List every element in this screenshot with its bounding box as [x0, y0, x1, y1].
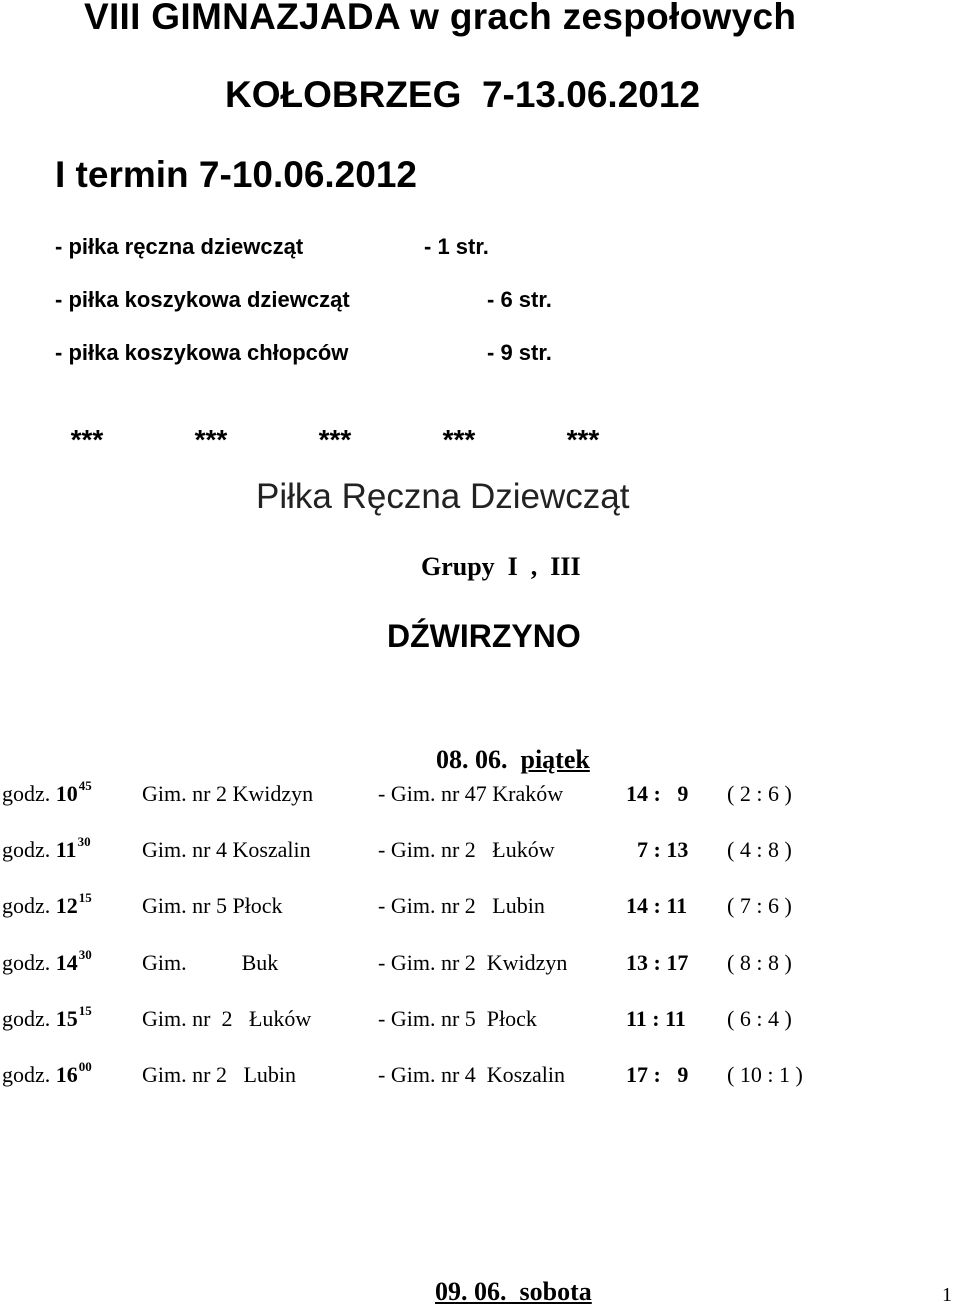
match-points: ( 4 : 8 )	[727, 837, 792, 862]
match-team-away: - Gim. nr 2 Lubin	[378, 893, 545, 918]
star-separator	[55, 392, 691, 456]
match-score: 14 : 11	[626, 893, 688, 918]
groups-label: Grupy I , III	[421, 552, 581, 581]
match-score: 11 : 11	[626, 1006, 686, 1031]
match-row	[0, 1059, 960, 1102]
toc-item-page: - 1 str.	[424, 234, 489, 259]
match-time: godz. $11^{30}$	[2, 834, 91, 862]
star-group: ***	[442, 424, 476, 455]
match-team-home: Gim. Buk	[142, 950, 279, 975]
match-team-home: Gim. nr 2 Lubin	[142, 1062, 296, 1087]
match-row	[0, 890, 960, 933]
match-time: godz. $14^{30}$	[2, 947, 92, 975]
day-date: 08. 06.	[436, 745, 508, 774]
match-time: godz. $16^{00}$	[2, 1059, 92, 1087]
star-group: ***	[318, 424, 352, 455]
match-points: ( 8 : 8 )	[727, 950, 792, 975]
match-score: 13 : 17	[626, 950, 689, 975]
match-team-away: - Gim. nr 2 Kwidzyn	[378, 950, 568, 975]
match-team-away: - Gim. nr 5 Płock	[378, 1006, 537, 1031]
star-group: ***	[566, 424, 600, 455]
match-team-home: Gim. nr 4 Koszalin	[142, 837, 311, 862]
match-score: 7 : 13	[626, 837, 689, 862]
match-team-home: Gim. nr 2 Łuków	[142, 1006, 312, 1031]
match-row	[0, 947, 960, 990]
match-row	[0, 1003, 960, 1046]
term-title: I termin 7-10.06.2012	[55, 154, 417, 195]
venue-title: KOŁOBRZEG 7-13.06.2012	[225, 74, 701, 115]
match-time: godz. $15^{15}$	[2, 1003, 92, 1031]
match-score: 17 : 9	[626, 1062, 689, 1087]
toc-item-page: - 6 str.	[487, 287, 552, 312]
day-heading	[422, 1247, 592, 1307]
star-group: ***	[70, 424, 104, 455]
main-title: VIII GIMNAZJADA w grach zespołowych	[84, 0, 797, 37]
match-points: ( 2 : 6 )	[727, 781, 792, 806]
star-group: ***	[194, 424, 228, 455]
location-title: DŹWIRZYNO	[387, 618, 581, 654]
match-points: ( 10 : 1 )	[727, 1062, 803, 1087]
match-team-home: Gim. nr 2 Kwidzyn	[142, 781, 314, 806]
day-weekday: sobota	[519, 1277, 592, 1306]
match-time: godz. $10^{45}$	[2, 778, 92, 806]
day-heading	[423, 715, 590, 775]
match-team-away: - Gim. nr 2 Łuków	[378, 837, 555, 862]
toc-item-label: - piłka koszykowa dziewcząt	[55, 287, 350, 312]
toc-item-page: - 9 str.	[487, 340, 552, 365]
toc-item-label: - piłka ręczna dziewcząt	[55, 234, 304, 259]
match-team-home: Gim. nr 5 Płock	[142, 893, 283, 918]
match-row	[0, 834, 960, 877]
match-time: godz. $12^{15}$	[2, 890, 92, 918]
toc-item-label: - piłka koszykowa chłopców	[55, 340, 349, 365]
day-weekday: piątek	[520, 745, 590, 774]
page-number: 1	[942, 1284, 952, 1306]
match-row	[0, 778, 960, 821]
match-team-away: - Gim. nr 4 Koszalin	[378, 1062, 565, 1087]
match-points: ( 7 : 6 )	[727, 893, 792, 918]
match-points: ( 6 : 4 )	[727, 1006, 792, 1031]
day-date: 09. 06.	[435, 1277, 507, 1306]
match-team-away: - Gim. nr 47 Kraków	[378, 781, 564, 806]
section-title: Piłka Ręczna Dziewcząt	[256, 477, 630, 516]
match-score: 14 : 9	[626, 781, 689, 806]
